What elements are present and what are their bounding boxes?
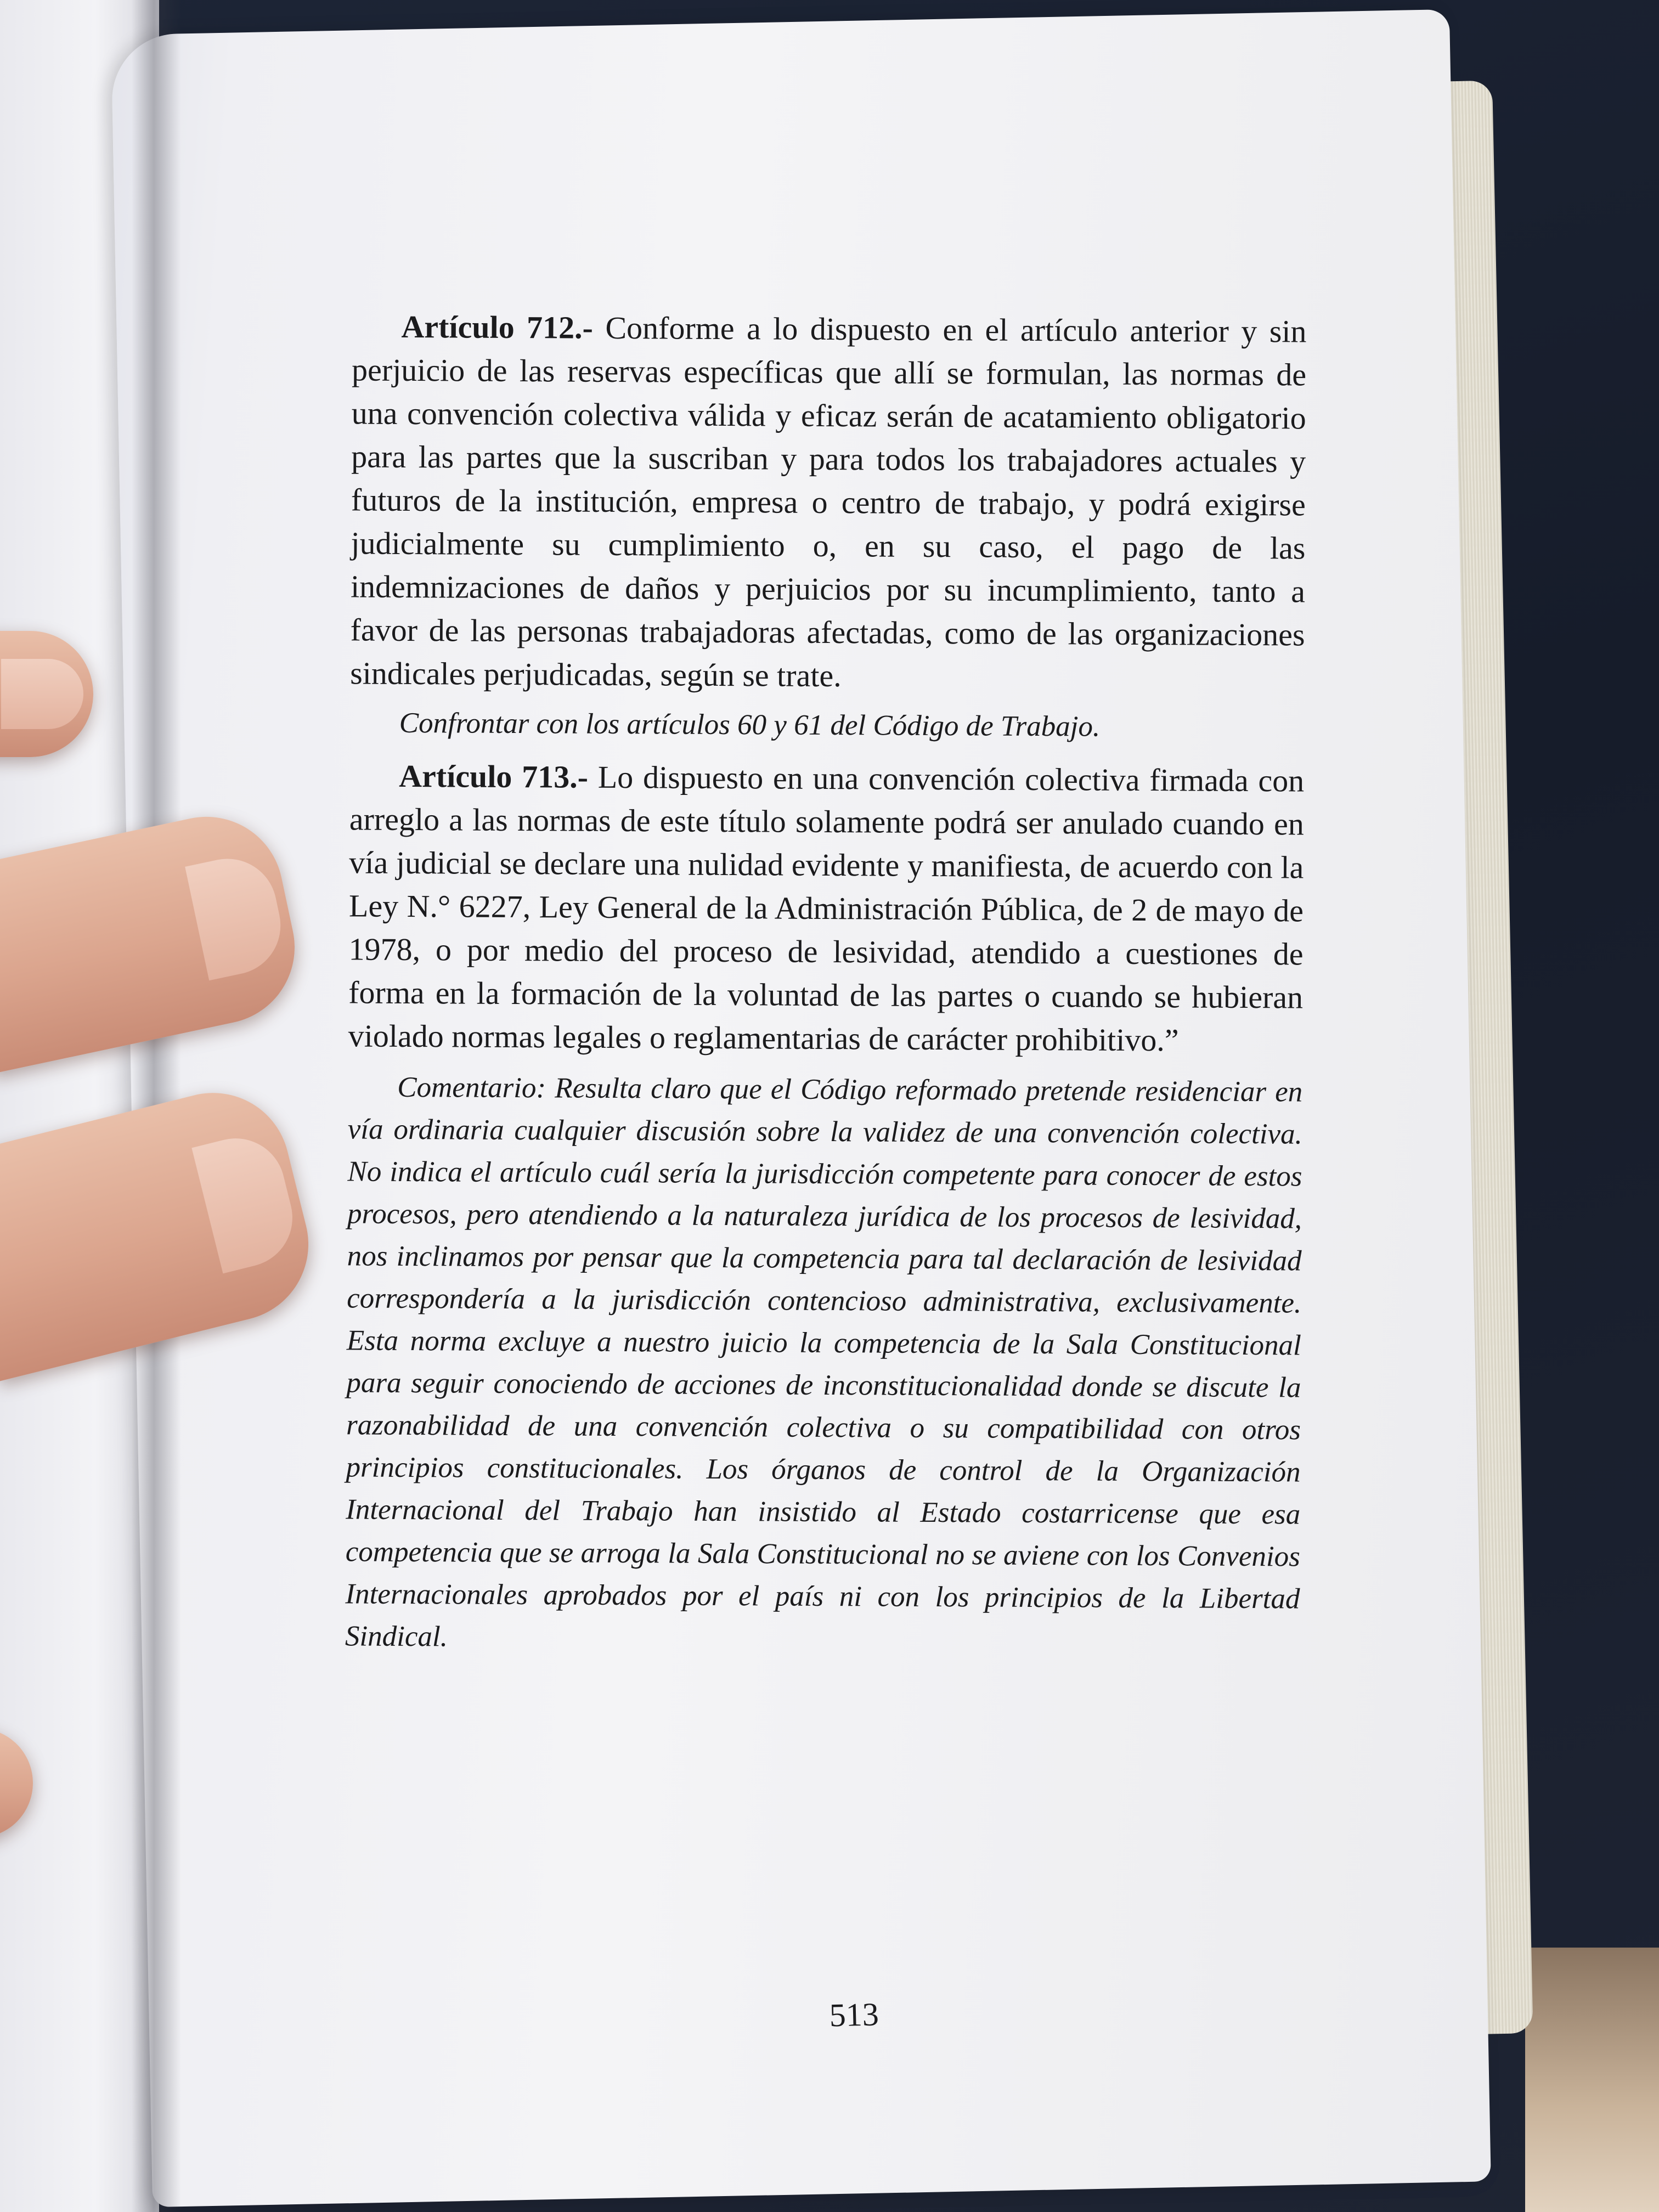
- page-text: [345, 304, 1307, 1662]
- article-712: [350, 304, 1307, 699]
- article-712-text: Conforme a lo dispuesto en el artículo anterior y sin perjuicio de las reservas específicas que allí se formulan, las normas de una convención colectiva válida y eficaz serán de acatamiento obligatorio para las partes que la suscriban y para todos los trabajadores actuales y futuros de la institución, empresa o centro de trabajo, y podrá exigirse judicialmente su cumplimiento o, en su caso, el pago de las indemnizaciones de daños y perjuicios por su incumplimiento, tanto a favor de las personas trabajadoras afectadas, como de las organizaciones sindicales perjudicadas, según se trate.: [350, 309, 1307, 694]
- fingernail: [185, 849, 290, 980]
- article-712-heading: Artículo 712.-: [401, 308, 594, 346]
- article-713-heading: Artículo 713.-: [399, 758, 589, 795]
- reference-note: Confrontar con los artículos 60 y 61 del Código de Trabajo.: [399, 707, 1101, 743]
- fingernail: [1, 659, 83, 730]
- book-page: [111, 9, 1491, 2207]
- commentary: Comentario: Resulta claro que el Código reformado pretende residenciar en vía ordinaria cualquier discusión sobre la validez de una convención colectiva. No indica el artículo cuál sería la jurisdicción competente para conocer de estos procesos, pero atendiendo a la naturaleza jurídica de los procesos de lesividad, nos inclinamos por pensar que la competencia para tal declaración de lesividad correspondería a la jurisdicción contencioso administrativa, exclusivamente. Esta norma excluye a nuestro juicio la competencia de la Sala Constitucional para seguir conociendo de acciones de inconstitucionalidad donde se discute la razonabilidad de una convención colectiva o su compatibilidad con otros principios constitucionales. Los órganos de control de la Organización Internacional del Trabajo han insistido al Estado costarricense que esa competencia que se arroga la Sala Constitucional no se aviene con los Convenios Internacionales aprobados por el país ni con los principios de la Libertad Sindical.: [345, 1071, 1303, 1653]
- page-number: 513: [828, 1996, 879, 2034]
- fingernail: [191, 1128, 302, 1273]
- article-713: [348, 754, 1305, 1062]
- background-floor: [1525, 1948, 1659, 2212]
- article-713-text: Lo dispuesto en una convención colectiva firmada con arreglo a las normas de este título solamente podrá ser anulado cuando en vía judicial se declare una nulidad evidente y manifiesta, de acuerdo con la Ley N.° 6227, Ley General de la Administración Pública, de 2 de mayo de 1978, o por medio del proceso de lesividad, atendido a cuestiones de forma en la formación de la voluntad de las partes o cuando se hubieran violado normas legales o reglamentarias de carácter prohibitivo.”: [348, 759, 1305, 1058]
